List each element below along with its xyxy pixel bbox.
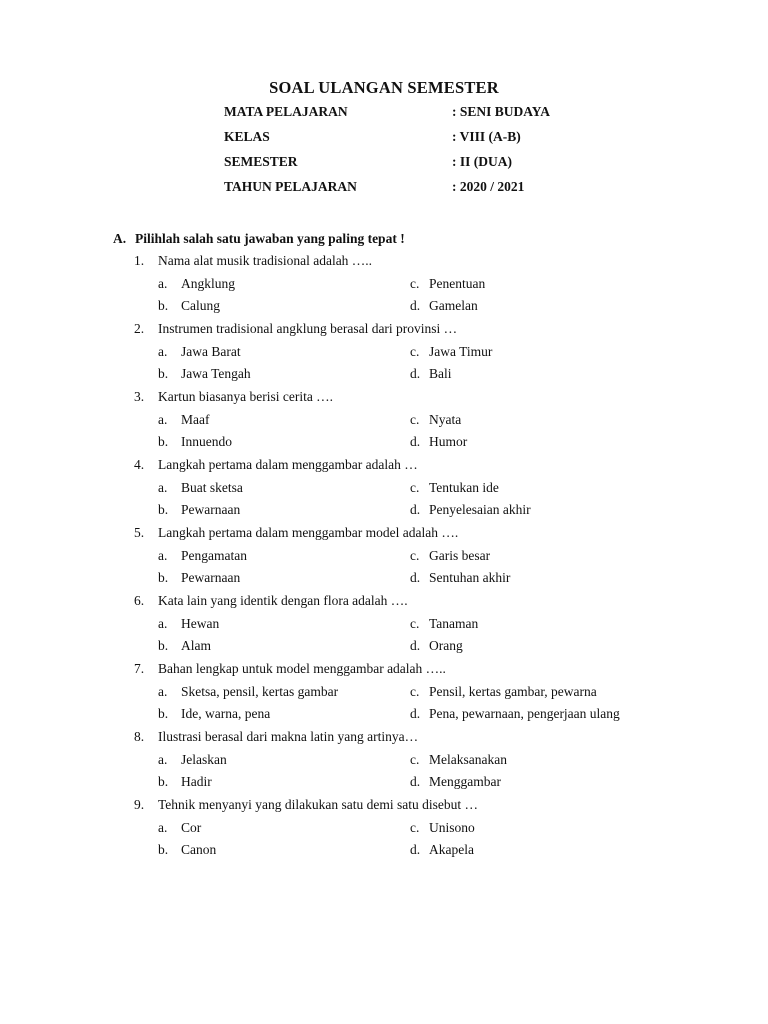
option-text: Unisono [429,820,475,835]
question-number: 2. [134,321,145,336]
option-text: Angklung [181,276,235,291]
option-text: Pewarnaan [181,502,241,517]
option-letter: b. [158,502,169,517]
question-number: 7. [134,661,145,676]
question-text: Tehnik menyanyi yang dilakukan satu demi satu disebut … [158,797,478,812]
option-text: Sentuhan akhir [429,570,511,585]
option-text: Alam [181,638,211,653]
option-letter: b. [158,706,169,721]
info-label: MATA PELAJARAN [224,104,348,119]
question-text: Bahan lengkap untuk model menggambar adalah ….. [158,661,446,676]
question-item [0,661,768,729]
option-text: Tentukan ide [429,480,499,495]
option-letter: b. [158,774,169,789]
option-text: Jawa Tengah [181,366,251,381]
info-row-year [224,179,624,204]
option-letter: b. [158,434,169,449]
info-row-semester [224,154,624,179]
option-letter: d. [410,638,421,653]
option-letter: b. [158,638,169,653]
option-letter: d. [410,434,421,449]
option-letter: a. [158,616,168,631]
info-value: : II (DUA) [452,154,512,169]
option-letter: a. [158,480,168,495]
option-text: Pena, pewarnaan, pengerjaan ulang [429,706,620,721]
option-text: Pewarnaan [181,570,241,585]
option-letter: c. [410,820,420,835]
option-text: Innuendo [181,434,232,449]
option-text: Gamelan [429,298,478,313]
option-text: Sketsa, pensil, kertas gambar [181,684,339,699]
option-letter: a. [158,344,168,359]
info-row-subject [224,104,624,129]
option-letter: c. [410,276,420,291]
option-letter: b. [158,570,169,585]
question-item [0,253,768,321]
option-text: Pensil, kertas gambar, pewarna [429,684,597,699]
question-text: Nama alat musik tradisional adalah ….. [158,253,373,268]
option-text: Maaf [181,412,210,427]
option-text: Penyelesaian akhir [429,502,531,517]
question-item [0,457,768,525]
question-item [0,389,768,457]
option-letter: d. [410,842,421,857]
option-letter: c. [410,752,420,767]
option-text: Humor [429,434,468,449]
option-letter: d. [410,298,421,313]
question-text: Langkah pertama dalam menggambar model adalah …. [158,525,459,540]
option-text: Jawa Timur [429,344,493,359]
option-letter: c. [410,684,420,699]
question-item [0,729,768,797]
info-value: : VIII (A-B) [452,129,521,144]
question-number: 5. [134,525,145,540]
option-letter: a. [158,820,168,835]
info-label: TAHUN PELAJARAN [224,179,357,194]
section-letter: A. [113,231,127,246]
option-text: Canon [181,842,217,857]
option-letter: c. [410,548,420,563]
option-text: Tanaman [429,616,479,631]
section-instruction: Pilihlah salah satu jawaban yang paling tepat ! [135,231,405,246]
option-text: Orang [429,638,463,653]
question-number: 8. [134,729,145,744]
option-letter: d. [410,706,421,721]
option-letter: a. [158,412,168,427]
exam-info [224,104,624,204]
question-text: Instrumen tradisional angklung berasal dari provinsi … [158,321,458,336]
question-text: Kata lain yang identik dengan flora adalah …. [158,593,408,608]
option-text: Akapela [429,842,474,857]
option-letter: d. [410,570,421,585]
info-label: KELAS [224,129,270,144]
option-letter: a. [158,548,168,563]
option-letter: d. [410,366,421,381]
option-text: Garis besar [429,548,491,563]
option-text: Ide, warna, pena [181,706,271,721]
option-letter: c. [410,412,420,427]
question-item [0,321,768,389]
option-letter: c. [410,480,420,495]
option-letter: c. [410,616,420,631]
option-text: Menggambar [429,774,501,789]
info-row-class [224,129,624,154]
option-letter: b. [158,842,169,857]
option-text: Bali [429,366,452,381]
question-text: Kartun biasanya berisi cerita …. [158,389,334,404]
info-value: : SENI BUDAYA [452,104,551,119]
option-text: Jelaskan [181,752,227,767]
option-letter: a. [158,684,168,699]
question-text: Ilustrasi berasal dari makna latin yang artinya… [158,729,419,744]
option-letter: d. [410,502,421,517]
question-item [0,797,768,865]
question-number: 6. [134,593,145,608]
option-letter: a. [158,752,168,767]
option-text: Nyata [429,412,462,427]
option-text: Penentuan [429,276,486,291]
option-text: Buat sketsa [181,480,243,495]
info-label: SEMESTER [224,154,298,169]
option-letter: b. [158,298,169,313]
question-number: 3. [134,389,145,404]
question-number: 1. [134,253,145,268]
option-text: Hadir [181,774,212,789]
question-item [0,525,768,593]
option-letter: a. [158,276,168,291]
option-text: Hewan [181,616,220,631]
info-value: : 2020 / 2021 [452,179,525,194]
option-letter: b. [158,366,169,381]
question-item [0,593,768,661]
option-letter: c. [410,344,420,359]
question-text: Langkah pertama dalam menggambar adalah … [158,457,418,472]
option-letter: d. [410,774,421,789]
question-list [0,253,768,865]
option-text: Calung [181,298,220,313]
question-number: 4. [134,457,145,472]
option-text: Pengamatan [181,548,247,563]
option-text: Cor [181,820,202,835]
option-text: Melaksanakan [429,752,507,767]
question-number: 9. [134,797,145,812]
option-text: Jawa Barat [181,344,241,359]
page-title: SOAL ULANGAN SEMESTER [269,78,499,97]
